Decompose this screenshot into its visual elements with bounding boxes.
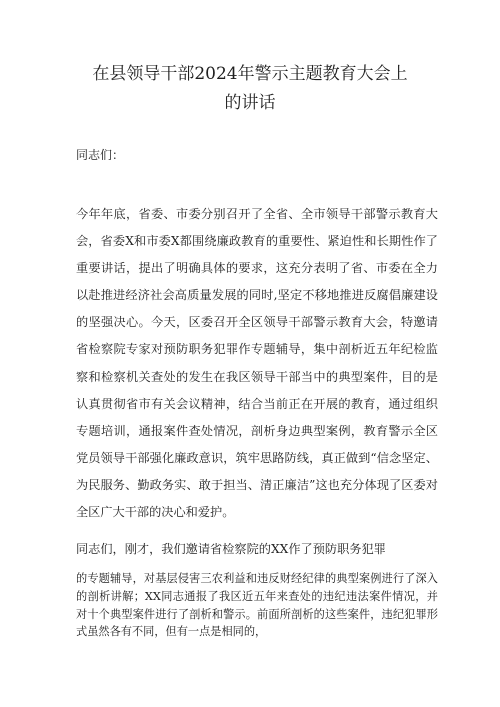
paragraph-1: 今年年底，省委、市委分别召开了全省、全市领导干部警示教育大会，省委X和市委X都围绕廉政教育的重要性、紧迫性和长期性作了重要讲话，提出了明确具体的要求，这充分表明了省、市委在全力以赴推进经济社会高质量发展的同时,坚定不移地推进反腐倡廉建设的坚强决心。今天，区委召开全区领导干部警示教育大会，特邀请省检察院专家对预防职务犯罪作专题辅导，集中剖析近五年纪检监察和检察机关查处的发生在我区领导干部当中的典型案件，目的是认真贯彻省市有关会议精神，结合当前正在开展的教育，通过组织专题培训，通报案件查处情况，剖析身边典型案例，教育警示全区党员领导干部强化廉政意识，筑牢思路防线，真正做到“信念坚定、为民服务、勤政务实、敢于担当、清正廉洁”这也充分体现了区委对全区广大干部的决心和爱护。 bbox=[76, 207, 438, 520]
paragraph-3: 的专题辅导，对基层侵害三农利益和违反财经纪律的典型案例进行了深入的剖析讲解；XX同志通报了我区近五年来查处的违纪违法案件情况，并对十个典型案件进行了剖析和警示。前面所剖析的这些案件，违纪犯罪形式虽然各有不同，但有一点是相同的， bbox=[76, 572, 438, 639]
salutation: 同志们： bbox=[76, 148, 125, 162]
document-title-line-2: 的讲话 bbox=[224, 93, 276, 113]
paragraph-1-block bbox=[76, 201, 438, 526]
paragraph-3-block bbox=[76, 570, 438, 641]
paragraph-2-first-line: 同志们，刚才，我们邀请省检察院的XX作了预防职务犯罪 bbox=[76, 542, 386, 556]
document-title-line-1: 在县领导干部2024年警示主题教育大会上 bbox=[92, 64, 408, 84]
